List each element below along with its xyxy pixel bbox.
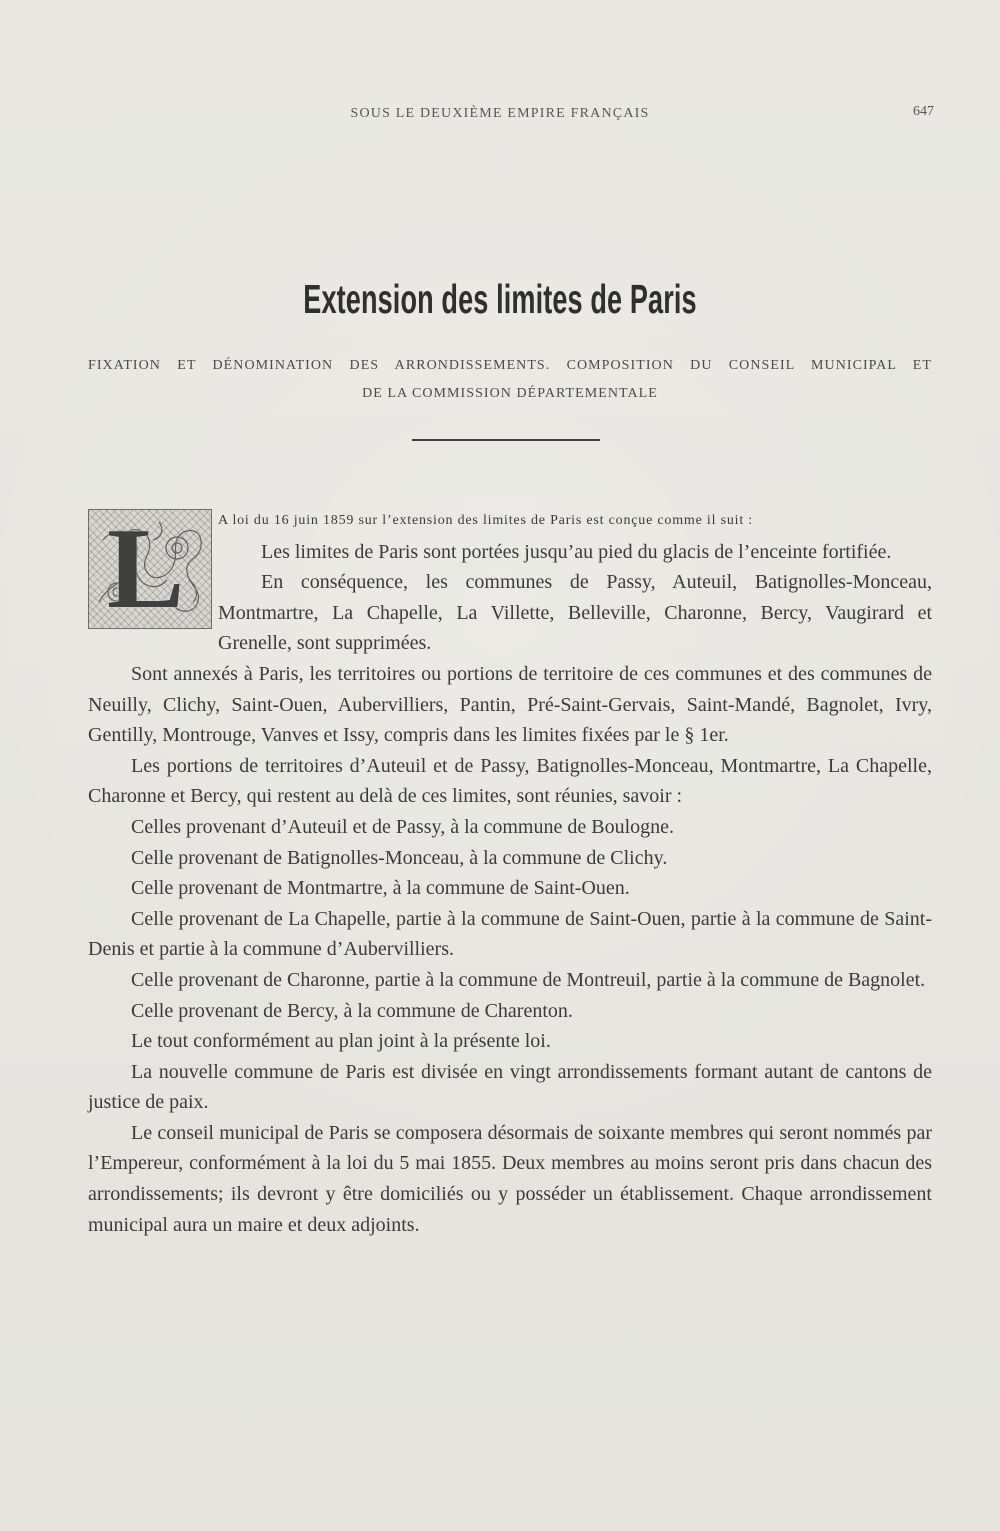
ornamental-dropcap (88, 509, 212, 629)
paragraph-3: Les portions de territoires d’Auteuil et de Passy, Batignolles-Monceau, Montmartre, La Chapelle, Charonne et Bercy, qui restent au delà de ces limites, sont réunies, savoir : (88, 754, 932, 808)
page-number: 647 (913, 104, 934, 119)
paragraph-10: Le tout conformément au plan joint à la présente loi. (131, 1030, 551, 1053)
paragraph-4: Celles provenant d’Auteuil et de Passy, à la commune de Boulogne. (131, 815, 675, 838)
first-paragraph (88, 505, 932, 537)
subtitle-line-1: FIXATION ET DÉNOMINATION DES ARRONDISSEMENTS. COMPOSITION DU CONSEIL MUNICIPAL ET (88, 358, 932, 373)
paragraph-7: Celle provenant de La Chapelle, partie à la commune de Saint-Ouen, partie à la commune de Saint-Denis et partie à la commune d’Aubervilliers. (88, 907, 932, 961)
dropcap-letter: L (107, 509, 185, 629)
paragraph-8: Celle provenant de Charonne, partie à la commune de Montreuil, partie à la commune de Bagnolet. (131, 968, 926, 991)
first-quote: Les limites de Paris sont portées jusqu’au pied du glacis de l’enceinte fortifiée. (261, 540, 892, 563)
section-rule (412, 439, 600, 441)
running-head: SOUS LE DEUXIÈME EMPIRE FRANÇAIS (350, 106, 650, 121)
paragraph-2: Sont annexés à Paris, les territoires ou portions de territoire de ces communes et des communes de Neuilly, Clichy, Saint-Ouen, Aubervilliers, Pantin, Pré-Saint-Gervais, Saint-Mandé, Bagnolet, Ivry, Gentilly, Montrouge, Vanves et Issy, compris dans les limites fixées par le § 1er. (88, 662, 932, 747)
paragraph-9: Celle provenant de Bercy, à la commune de Charenton. (131, 999, 573, 1022)
paragraph-12: Le conseil municipal de Paris se composera désormais de soixante membres qui seront nommés par l’Empereur, conformément à la loi du 5 mai 1855. Deux membres au moins seront pris dans chacun des arrondissements; ils devront y être domiciliés ou y posséder un établissement. Chaque arrondissement municipal aura un maire et deux adjoints. (88, 1121, 932, 1236)
subtitle-line-2: DE LA COMMISSION DÉPARTEMENTALE (362, 386, 658, 401)
article-body (88, 505, 932, 1240)
paragraph-5: Celle provenant de Batignolles-Monceau, à la commune de Clichy. (131, 846, 668, 869)
paragraph-1: En conséquence, les communes de Passy, Auteuil, Batignolles-Monceau, Montmartre, La Chapelle, La Villette, Belleville, Charonne, Bercy, Vaugirard et Grenelle, sont supprimées. (218, 571, 932, 655)
article-subtitle (88, 352, 932, 408)
first-paragraph-lead: A loi du 16 juin 1859 sur l’extension des limites de Paris est conçue comme il suit : (218, 513, 753, 528)
paragraph-11: La nouvelle commune de Paris est divisée en vingt arrondissements formant autant de cantons de justice de paix. (88, 1060, 932, 1114)
article-title: Extension des limites de Paris (303, 276, 697, 322)
paragraph-6: Celle provenant de Montmartre, à la commune de Saint-Ouen. (131, 877, 630, 900)
